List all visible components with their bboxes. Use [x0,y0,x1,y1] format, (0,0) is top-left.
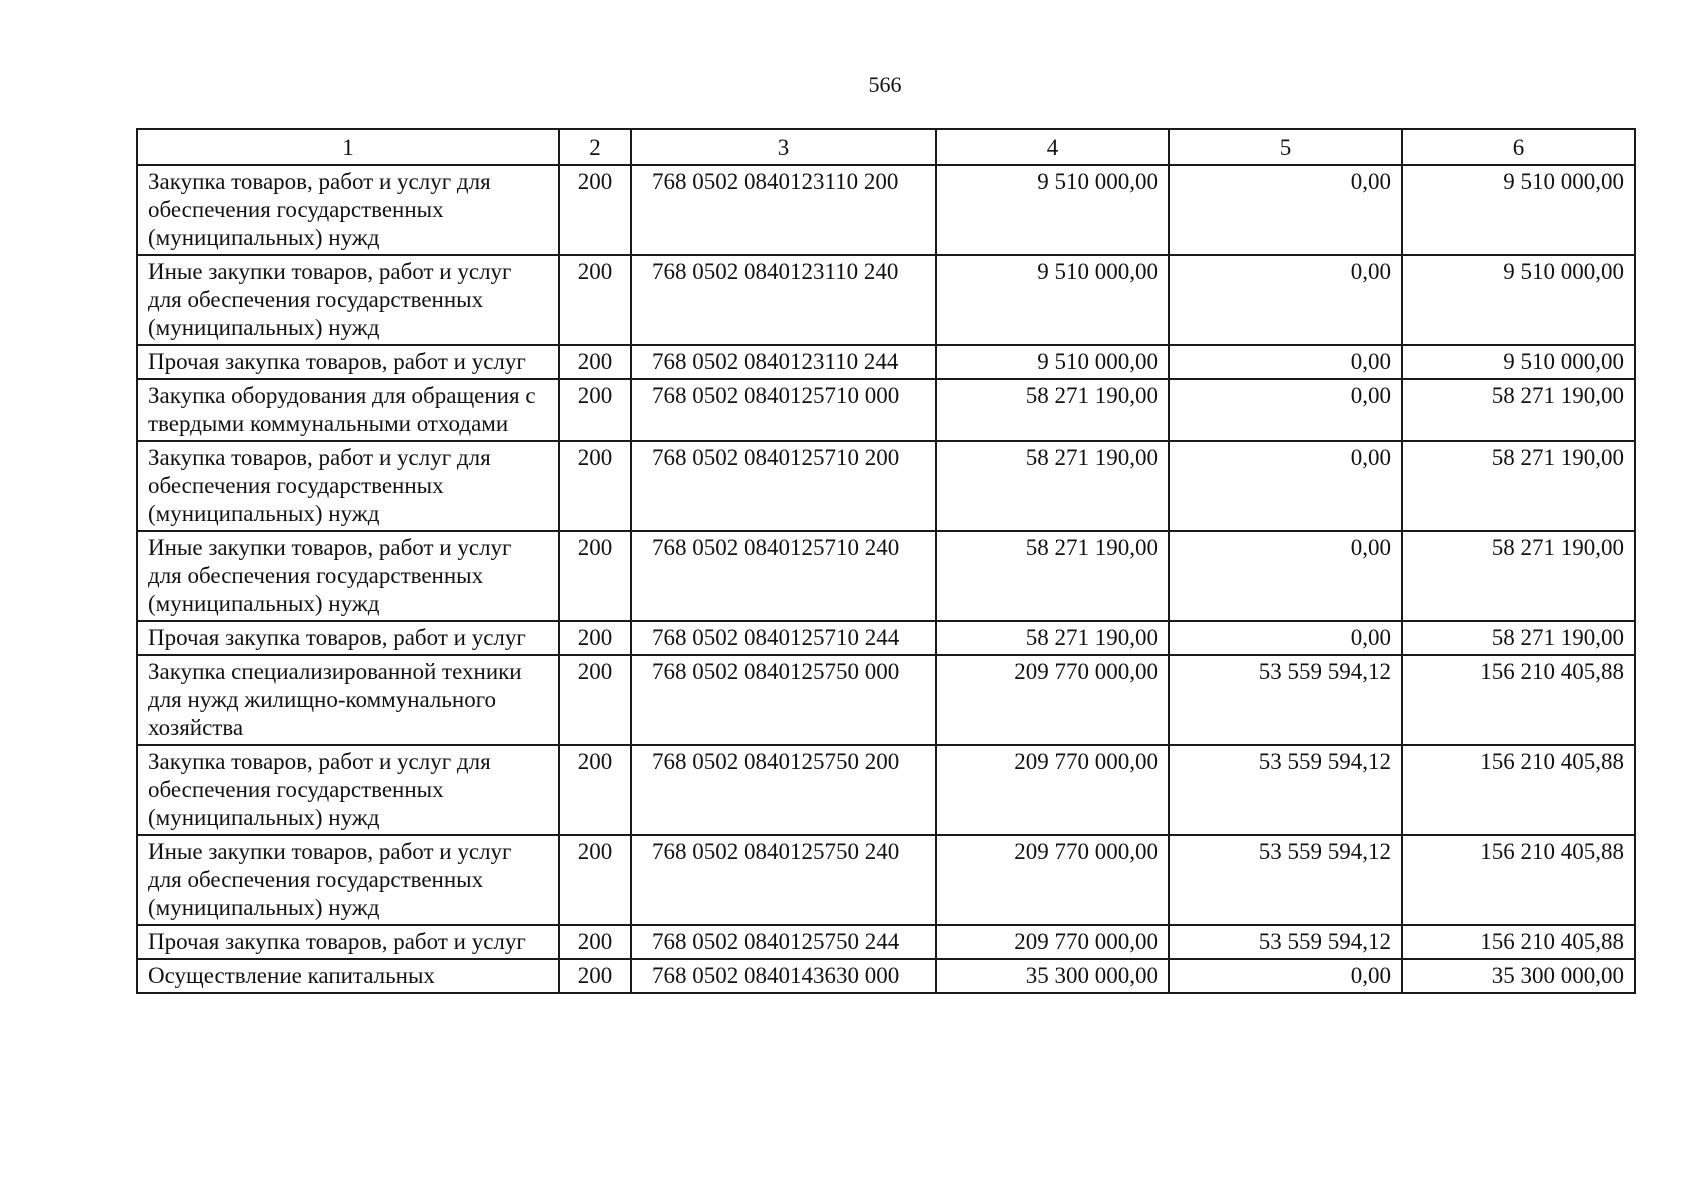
row-amount-remaining-cell: 58 271 190,00 [1402,531,1635,621]
table-row [137,345,1635,379]
row-code-cell: 200 [559,379,631,441]
row-amount-remaining-cell: 156 210 405,88 [1402,745,1635,835]
row-amount-executed-cell: 53 559 594,12 [1169,655,1402,745]
table-row [137,621,1635,655]
row-kbk-cell: 768 0502 0840125710 244 [631,621,936,655]
row-amount-executed-cell: 0,00 [1169,379,1402,441]
row-amount-remaining-cell: 156 210 405,88 [1402,925,1635,959]
table-row [137,255,1635,345]
header-row [137,129,1635,165]
table-row [137,835,1635,925]
row-name-cell: Закупка товаров, работ и услуг для обеспечения государственных (муниципальных) нужд [137,745,559,835]
row-amount-remaining-cell: 58 271 190,00 [1402,379,1635,441]
row-amount-remaining-cell: 58 271 190,00 [1402,441,1635,531]
table-row [137,379,1635,441]
column-header-5: 5 [1169,129,1402,165]
column-header-3: 3 [631,129,936,165]
row-name-cell: Закупка товаров, работ и услуг для обеспечения государственных (муниципальных) нужд [137,165,559,255]
row-amount-executed-cell: 53 559 594,12 [1169,835,1402,925]
row-amount-approved-cell: 209 770 000,00 [936,925,1169,959]
row-name-cell: Закупка товаров, работ и услуг для обеспечения государственных (муниципальных) нужд [137,441,559,531]
table-body [137,165,1635,993]
row-name-cell: Закупка специализированной техники для нужд жилищно-коммунального хозяйства [137,655,559,745]
row-amount-executed-cell: 0,00 [1169,345,1402,379]
row-kbk-cell: 768 0502 0840123110 240 [631,255,936,345]
row-name-cell: Осуществление капитальных [137,959,559,993]
row-amount-approved-cell: 9 510 000,00 [936,345,1169,379]
row-amount-executed-cell: 0,00 [1169,441,1402,531]
table-row [137,441,1635,531]
row-amount-executed-cell: 0,00 [1169,531,1402,621]
row-name-cell: Прочая закупка товаров, работ и услуг [137,925,559,959]
column-header-2: 2 [559,129,631,165]
row-amount-approved-cell: 9 510 000,00 [936,165,1169,255]
row-kbk-cell: 768 0502 0840125750 200 [631,745,936,835]
row-code-cell: 200 [559,835,631,925]
row-amount-remaining-cell: 9 510 000,00 [1402,165,1635,255]
row-code-cell: 200 [559,959,631,993]
column-header-6: 6 [1402,129,1635,165]
row-code-cell: 200 [559,165,631,255]
row-kbk-cell: 768 0502 0840123110 200 [631,165,936,255]
row-name-cell: Прочая закупка товаров, работ и услуг [137,345,559,379]
table-row [137,925,1635,959]
column-header-1: 1 [137,129,559,165]
row-amount-approved-cell: 58 271 190,00 [936,621,1169,655]
row-name-cell: Прочая закупка товаров, работ и услуг [137,621,559,655]
row-code-cell: 200 [559,345,631,379]
row-amount-approved-cell: 209 770 000,00 [936,745,1169,835]
row-amount-remaining-cell: 58 271 190,00 [1402,621,1635,655]
row-code-cell: 200 [559,621,631,655]
row-kbk-cell: 768 0502 0840143630 000 [631,959,936,993]
row-amount-executed-cell: 0,00 [1169,959,1402,993]
row-code-cell: 200 [559,655,631,745]
table-row [137,959,1635,993]
table-row [137,531,1635,621]
row-amount-remaining-cell: 35 300 000,00 [1402,959,1635,993]
row-kbk-cell: 768 0502 0840125750 000 [631,655,936,745]
row-code-cell: 200 [559,255,631,345]
row-code-cell: 200 [559,745,631,835]
row-amount-approved-cell: 35 300 000,00 [936,959,1169,993]
row-amount-remaining-cell: 9 510 000,00 [1402,255,1635,345]
row-code-cell: 200 [559,441,631,531]
table-row [137,165,1635,255]
row-name-cell: Иные закупки товаров, работ и услуг для обеспечения государственных (муниципальных) нужд [137,531,559,621]
row-kbk-cell: 768 0502 0840123110 244 [631,345,936,379]
row-amount-approved-cell: 58 271 190,00 [936,531,1169,621]
row-amount-executed-cell: 0,00 [1169,255,1402,345]
row-kbk-cell: 768 0502 0840125710 200 [631,441,936,531]
row-kbk-cell: 768 0502 0840125710 240 [631,531,936,621]
row-kbk-cell: 768 0502 0840125710 000 [631,379,936,441]
row-amount-remaining-cell: 9 510 000,00 [1402,345,1635,379]
page-number: 566 [868,72,902,97]
row-kbk-cell: 768 0502 0840125750 240 [631,835,936,925]
row-amount-executed-cell: 53 559 594,12 [1169,925,1402,959]
row-code-cell: 200 [559,531,631,621]
row-amount-executed-cell: 0,00 [1169,621,1402,655]
row-amount-approved-cell: 9 510 000,00 [936,255,1169,345]
row-name-cell: Иные закупки товаров, работ и услуг для обеспечения государственных (муниципальных) нужд [137,835,559,925]
row-amount-remaining-cell: 156 210 405,88 [1402,655,1635,745]
column-header-4: 4 [936,129,1169,165]
row-name-cell: Иные закупки товаров, работ и услуг для обеспечения государственных (муниципальных) нужд [137,255,559,345]
row-amount-approved-cell: 58 271 190,00 [936,379,1169,441]
row-code-cell: 200 [559,925,631,959]
table-row [137,745,1635,835]
row-name-cell: Закупка оборудования для обращения с твердыми коммунальными отходами [137,379,559,441]
row-amount-approved-cell: 209 770 000,00 [936,655,1169,745]
row-kbk-cell: 768 0502 0840125750 244 [631,925,936,959]
row-amount-remaining-cell: 156 210 405,88 [1402,835,1635,925]
table-row [137,655,1635,745]
row-amount-approved-cell: 209 770 000,00 [936,835,1169,925]
row-amount-executed-cell: 0,00 [1169,165,1402,255]
row-amount-executed-cell: 53 559 594,12 [1169,745,1402,835]
budget-table [136,128,1636,994]
row-amount-approved-cell: 58 271 190,00 [936,441,1169,531]
